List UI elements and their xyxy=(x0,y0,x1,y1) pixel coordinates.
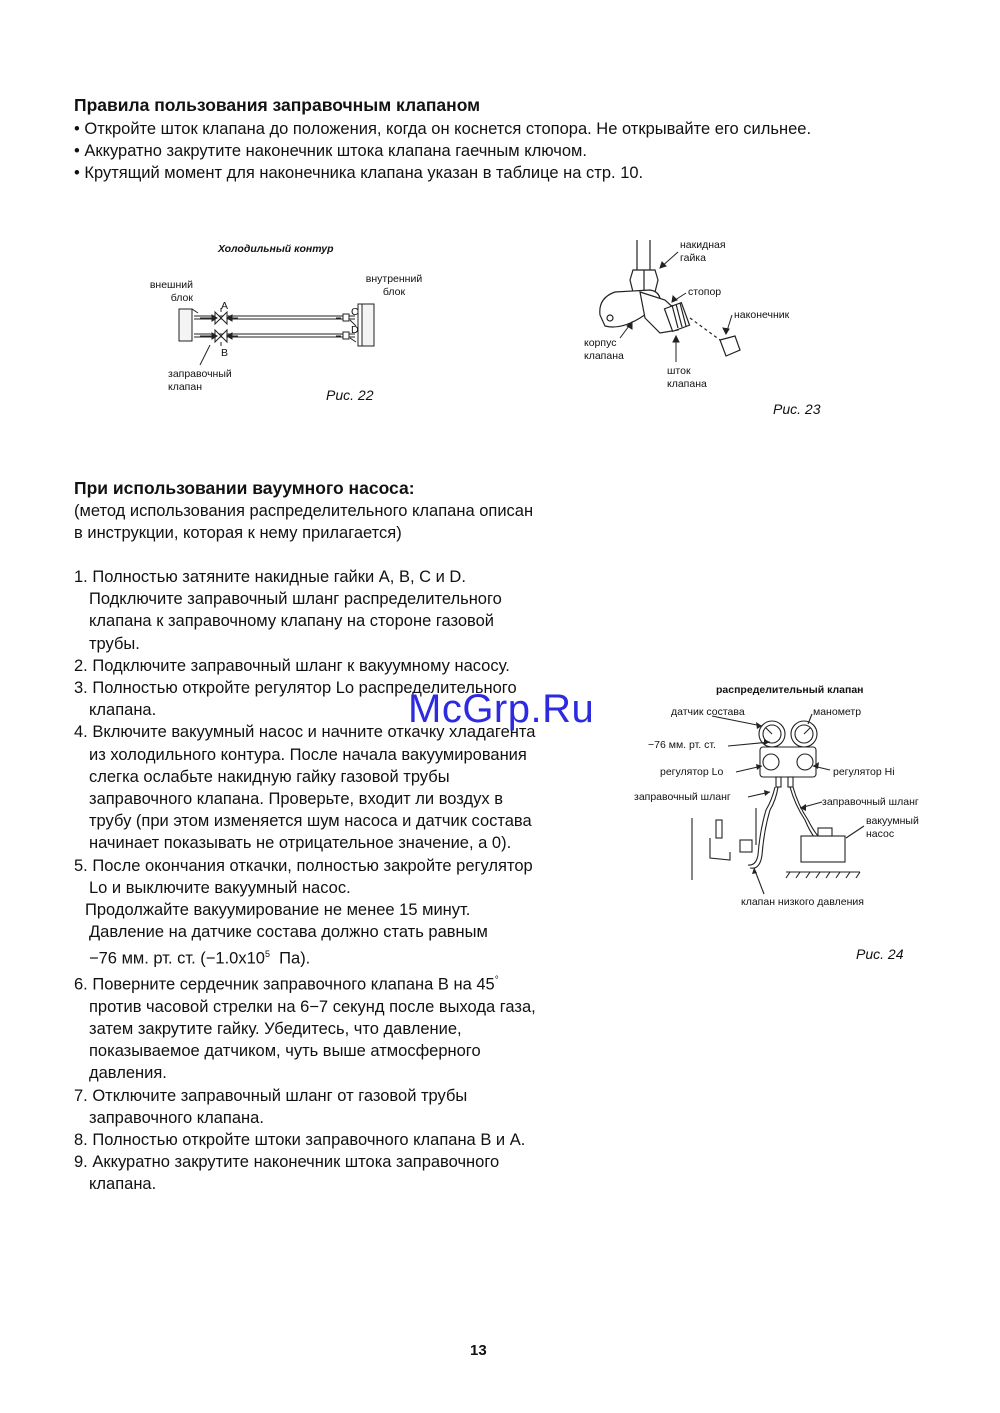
step-line: 3. Полностью откройте регулятор Lo распределительного xyxy=(74,679,517,698)
step-line: клапана. xyxy=(89,1175,157,1194)
fig23-caption: Рис. 23 xyxy=(773,401,821,417)
step-line: 5. После окончания откачки, полностью закройте регулятор xyxy=(74,856,533,875)
step-line: начинает показывать не отрицательное значение, а 0). xyxy=(89,834,512,853)
bullet-item: • Крутящий момент для наконечника клапана указан в таблице на стр. 10. xyxy=(74,164,644,183)
bullet-item: • Аккуратно закрутите наконечник штока клапана гаечным ключом. xyxy=(74,142,587,161)
step-line: затем закрутите гайку. Убедитесь, что давление, xyxy=(89,1020,462,1039)
fig22-letter-a: A xyxy=(221,300,229,312)
section-heading-vacuum-pump: При использовании вауумного насоса: xyxy=(74,478,415,498)
step-line: трубы. xyxy=(89,634,140,653)
step-line: из холодильного контура. После начала вакуумирования xyxy=(89,745,527,764)
fig22-outdoor-label: внешний блок xyxy=(149,279,193,304)
step-line: Lo и выключите вакуумный насос. xyxy=(89,878,351,897)
page-number: 13 xyxy=(470,1342,487,1359)
fig24-hose-right-label: заправочный шланг xyxy=(822,796,919,808)
fig24-hose-left-label: заправочный шланг xyxy=(634,791,731,803)
step-line: трубу (при этом изменяется шум насоса и датчик состава xyxy=(89,812,532,831)
fig24-compound-gauge-label: датчик состава xyxy=(671,706,745,718)
step-line: Подключите заправочный шланг распределительного xyxy=(89,590,502,609)
step-line: клапана. xyxy=(89,701,157,720)
watermark: McGrp.Ru xyxy=(408,687,595,731)
fig23-cap-label: наконечник xyxy=(734,309,790,321)
step-line: 1. Полностью затяните накидные гайки A, B, C и D. xyxy=(74,568,466,586)
fig23-stopper-label: стопор xyxy=(688,286,722,298)
section-heading-charge-valve: Правила пользования заправочным клапаном xyxy=(74,95,481,115)
step-line: против часовой стрелки на 6−7 секунд после выхода газа, xyxy=(89,997,536,1016)
fig22-caption: Рис. 22 xyxy=(326,387,374,403)
step-line: Продолжайте вакуумирование не менее 15 минут. xyxy=(85,901,471,920)
step-line: давления. xyxy=(89,1064,167,1083)
fig24-vacuum-reading-label: −76 мм. рт. ст. xyxy=(648,739,716,751)
fig24-hi-handle-label: регулятор Hi xyxy=(833,766,895,778)
step-line: 4. Включите вакуумный насос и начните откачку хладагента xyxy=(74,723,536,742)
fig22-indoor-label: внутренний блок xyxy=(365,273,423,298)
step-line: 7. Отключите заправочный шланг от газовой трубы xyxy=(74,1086,468,1105)
fig24-caption: Рис. 24 xyxy=(856,946,904,962)
step-line: 2. Подключите заправочный шланг к вакуумному насосу. xyxy=(74,656,510,675)
fig24-pressure-gauge-label: манометр xyxy=(813,706,862,718)
intro-text: (метод использования распределительного клапана описан в инструкции, которая к нему прилагается) xyxy=(74,502,534,543)
fig22-letter-d: D xyxy=(351,324,359,336)
fig23-body-label: корпус клапана xyxy=(584,337,624,362)
fig24-title: распределительный клапан xyxy=(716,684,864,696)
fig22-letter-b: B xyxy=(221,347,229,359)
step-line: слегка ослабьте накидную гайку газовой трубы xyxy=(89,767,450,786)
step-line: 6. Поверните сердечник заправочного клапана B на 45° xyxy=(74,975,499,994)
fig22-title: Холодильный контур xyxy=(218,243,334,255)
fig22-charge-valve-label: заправочный клапан xyxy=(168,368,232,393)
step-line: заправочного клапана. Проверьте, входит ли воздух в xyxy=(89,790,503,809)
fig22-letter-c: C xyxy=(351,306,359,318)
fig23-stem-label: шток клапана xyxy=(667,365,707,390)
step-line: показываемое датчиком, чуть выше атмосферного xyxy=(89,1042,481,1061)
step-line: клапана к заправочному клапану на стороне газовой xyxy=(89,612,495,631)
fig24-low-valve-label: клапан низкого давления xyxy=(741,896,864,908)
step-line: Давление на датчике состава должно стать равным xyxy=(89,923,488,942)
bullet-item: • Откройте шток клапана до положения, когда он коснется стопора. Не открывайте его сильнее. xyxy=(74,120,812,138)
fig24-lo-handle-label: регулятор Lo xyxy=(660,766,724,778)
step-line: 8. Полностью откройте штоки заправочного клапана B и A. xyxy=(74,1131,526,1150)
step-line: 9. Аккуратно закрутите наконечник штока заправочного xyxy=(74,1153,500,1172)
fig23-flare-nut-label: накидная гайка xyxy=(680,239,726,264)
step-line: −76 мм. рт. ст. ($-1.0x10^5$ Па). xyxy=(89,949,311,968)
step-line: заправочного клапана. xyxy=(89,1108,264,1127)
fig24-vacuum-pump-label: вакуумный насос xyxy=(866,815,919,840)
